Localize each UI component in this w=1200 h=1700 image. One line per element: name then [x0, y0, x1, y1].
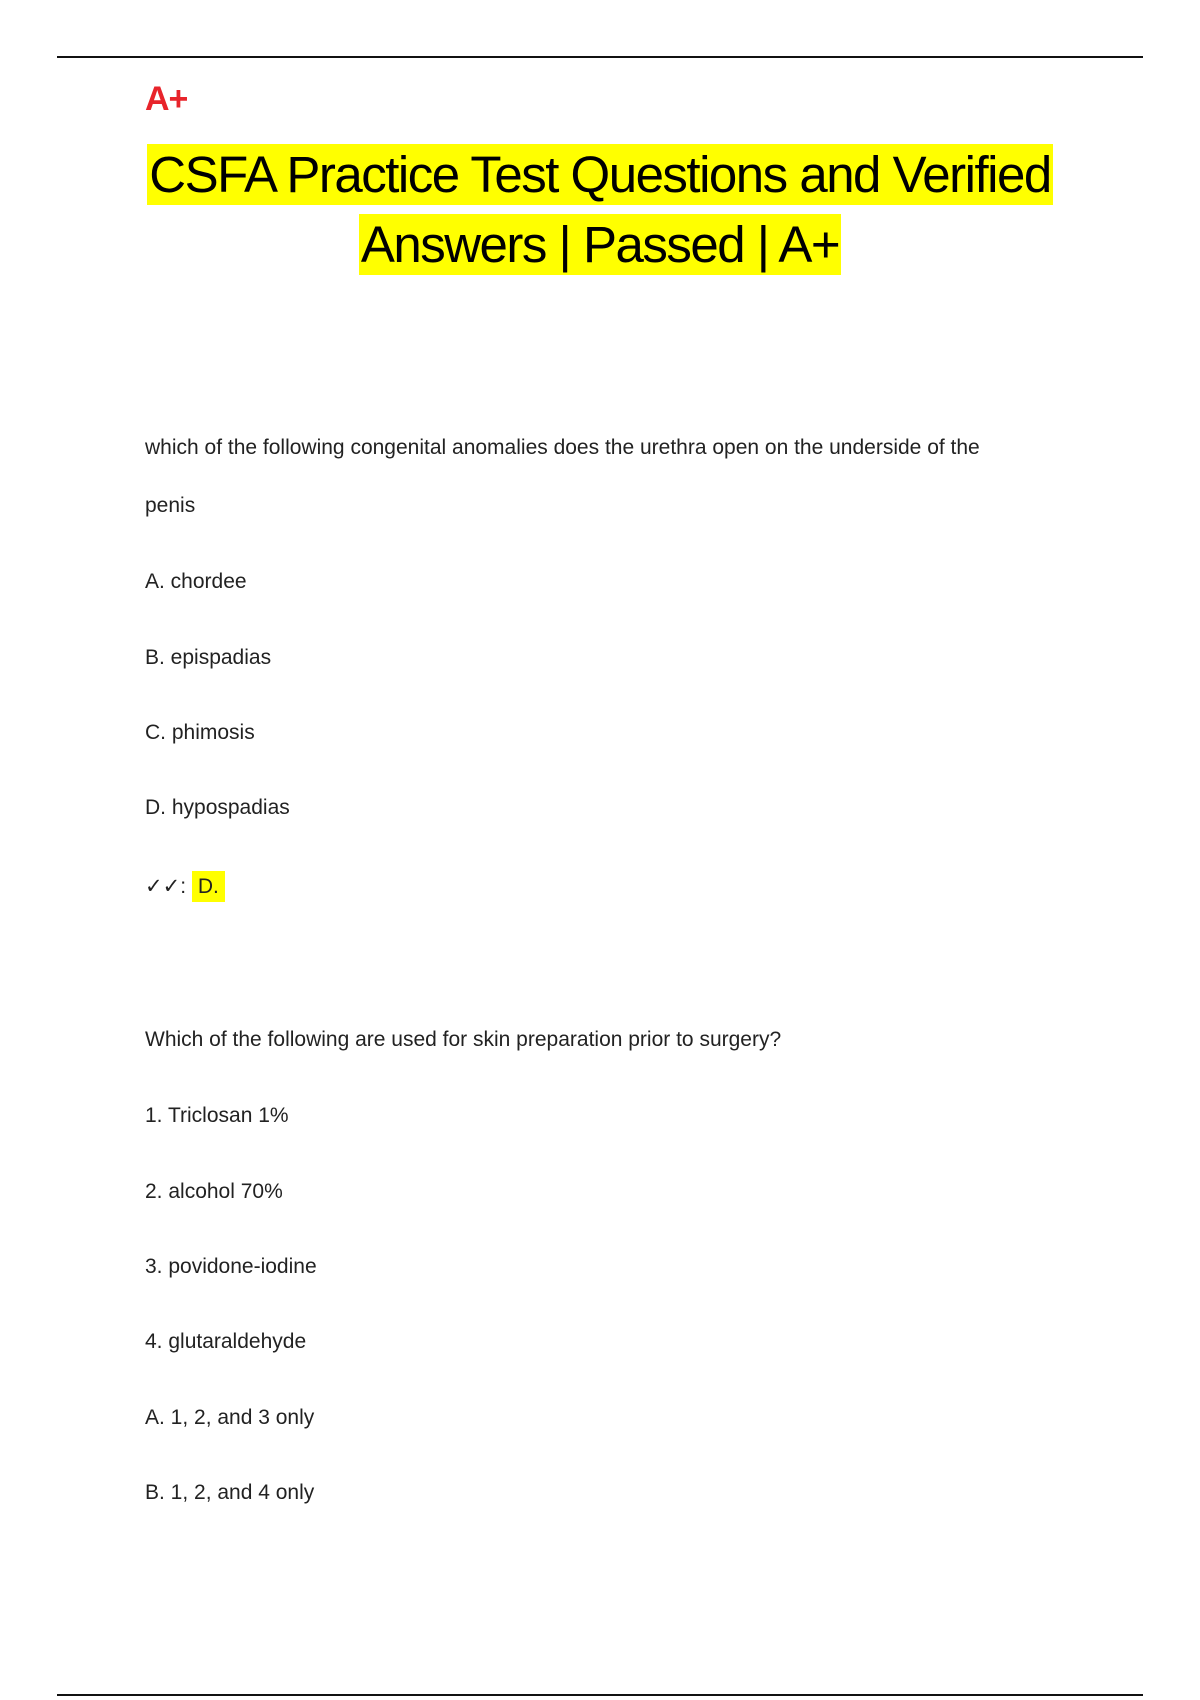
question-2-item-4: 4. glutaraldehyde: [145, 1330, 307, 1353]
question-2-item-1: 1. Triclosan 1%: [145, 1104, 289, 1127]
question-2-item-3: 3. povidone-iodine: [145, 1255, 317, 1278]
question-2-item-2: 2. alcohol 70%: [145, 1180, 283, 1203]
question-1-stem-line-2: penis: [145, 494, 196, 517]
top-rule: [57, 56, 1143, 58]
bottom-rule: [57, 1694, 1143, 1696]
question-1-answer: D.: [192, 871, 225, 902]
question-1-option-b: B. epispadias: [145, 646, 272, 669]
question-1-option-a: A. chordee: [145, 570, 247, 593]
check-mark-icon: ✓✓:: [145, 875, 187, 898]
document-title: [100, 140, 1100, 280]
title-line-1: CSFA Practice Test Questions and Verified: [149, 146, 1051, 203]
question-1-option-c: C. phimosis: [145, 721, 255, 744]
question-1-option-d: D. hypospadias: [145, 796, 290, 819]
question-2-stem-line-1: Which of the following are used for skin preparation prior to surgery?: [145, 1028, 782, 1051]
question-2-option-a: A. 1, 2, and 3 only: [145, 1406, 315, 1429]
grade-mark: A+: [145, 80, 188, 118]
question-1-answer-line: [145, 874, 225, 899]
question-1-stem-line-1: which of the following congenital anomalies does the urethra open on the underside of the: [145, 436, 980, 459]
question-2-option-b: B. 1, 2, and 4 only: [145, 1481, 315, 1504]
title-line-2: Answers | Passed | A+: [360, 216, 840, 273]
